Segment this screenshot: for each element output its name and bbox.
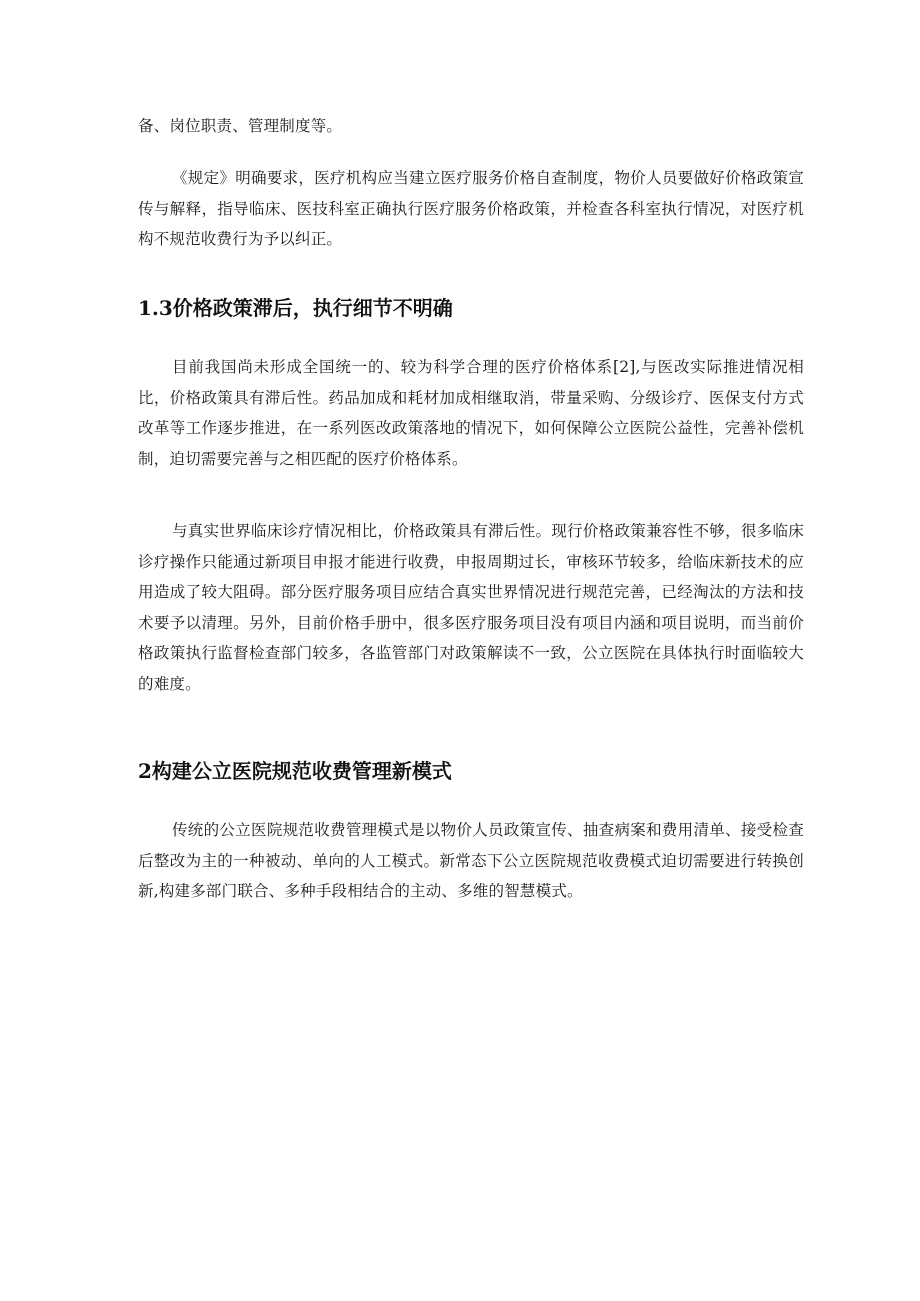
- paragraph-policy-lag: 与真实世界临床诊疗情况相比，价格政策具有滞后性。现行价格政策兼容性不够，很多临床诊疗操作只能通过新项目申报才能进行收费，申报周期过长，审核环节较多，给临床新技术的应用造成了较大阻碍。部分医疗服务项目应结合真实世界情况进行规范完善，已经淘汰的方法和技术要予以清理。另外，目前价格手册中，很多医疗服务项目没有项目内涵和项目说明，而当前价格政策执行监督检查部门较多，各监管部门对政策解读不一致，公立医院在具体执行时面临较大的难度。: [138, 522, 804, 693]
- paragraph-continuation: 备、岗位职责、管理制度等。: [138, 117, 343, 135]
- paragraph-new-model: 传统的公立医院规范收费管理模式是以物价人员政策宣传、抽查病案和费用清单、接受检查后整改为主的一种被动、单向的人工模式。新常态下公立医院规范收费模式迫切需要进行转换创新,构建多部门联合、多种手段相结合的主动、多维的智慧模式。: [138, 821, 804, 900]
- section-heading-1-3: 1.3价格政策滞后，执行细节不明确: [138, 296, 453, 320]
- paragraph-price-system: 目前我国尚未形成全国统一的、较为科学合理的医疗价格体系[2],与医改实际推进情况相比，价格政策具有滞后性。药品加成和耗材加成相继取消，带量采购、分级诊疗、医保支付方式改革等工作逐步推进，在一系列医改政策落地的情况下，如何保障公立医院公益性，完善补偿机制，迫切需要完善与之相匹配的医疗价格体系。: [138, 358, 804, 468]
- section-heading-2: 2构建公立医院规范收费管理新模式: [138, 759, 452, 783]
- paragraph-regulation: 《规定》明确要求，医疗机构应当建立医疗服务价格自查制度，物价人员要做好价格政策宣传与解释，指导临床、医技科室正确执行医疗服务价格政策，并检查各科室执行情况，对医疗机构不规范收费行为予以纠正。: [138, 169, 804, 248]
